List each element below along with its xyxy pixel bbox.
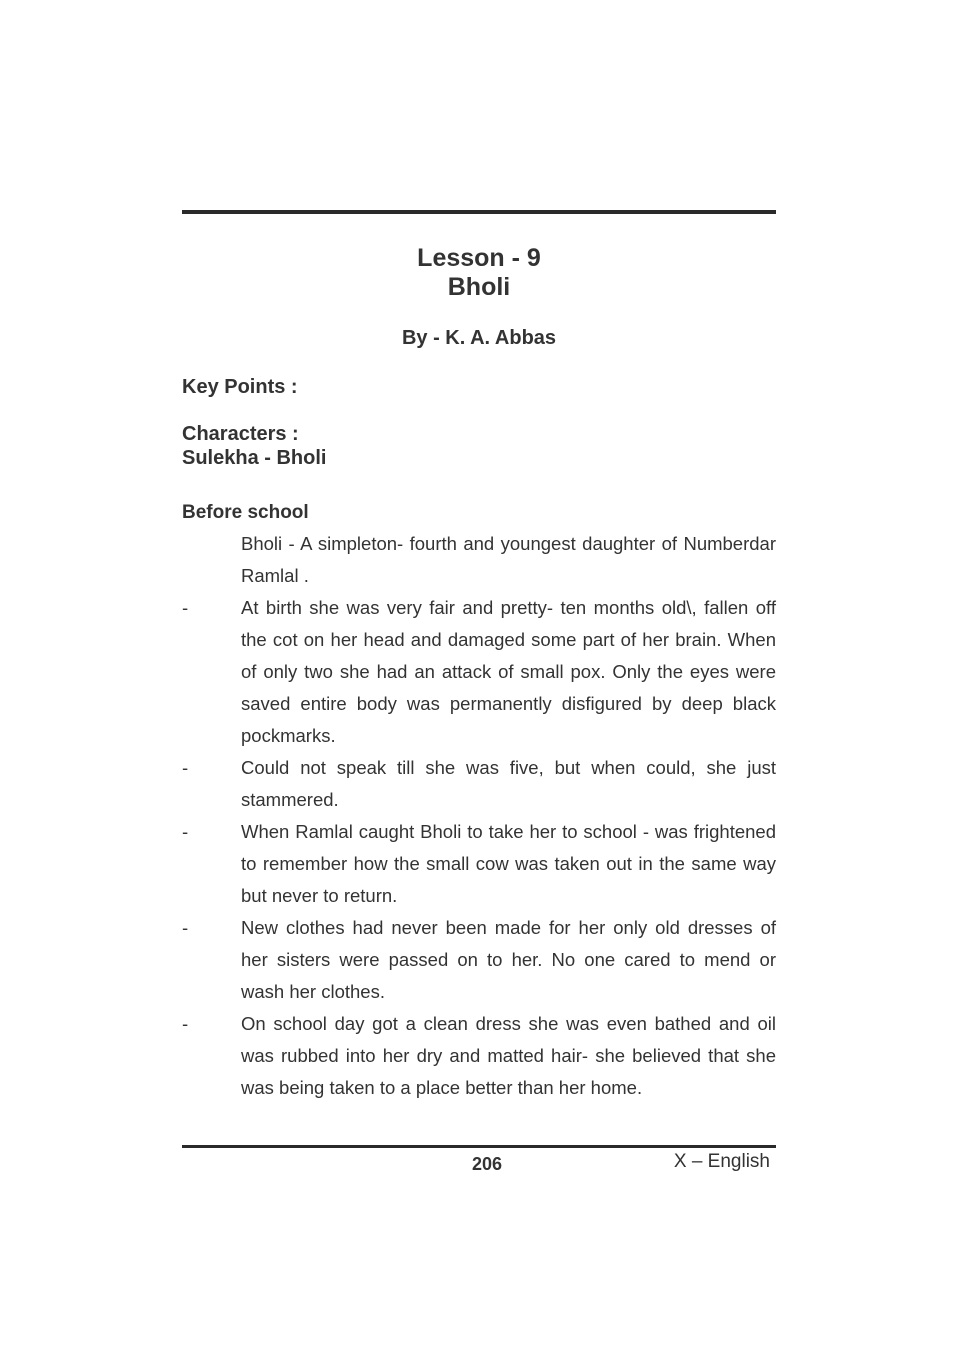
item-text: Could not speak till she was five, but when could, she just stammered.	[241, 757, 776, 810]
item-text: Bholi - A simpleton- fourth and youngest daughter of Numberdar Ramlal .	[241, 533, 776, 586]
bullet-dash: -	[182, 757, 189, 778]
list-item	[182, 752, 776, 816]
item-text: At birth she was very fair and pretty- ten months old\, fallen off the cot on her head and damaged some part of her brain. When of only two she had an attack of small pox. Only the eyes were saved entire body was permanently disfigured by deep black pockmarks.	[241, 597, 776, 746]
top-rule	[182, 210, 776, 214]
bullet-dash: -	[182, 821, 189, 842]
list-item	[182, 816, 776, 912]
characters-block	[182, 422, 776, 470]
section-heading: Before school	[182, 502, 309, 523]
bullet-dash: -	[182, 597, 189, 618]
title-block	[182, 244, 776, 302]
author-line: By - K. A. Abbas	[401, 327, 557, 349]
item-text: On school day got a clean dress she was even bathed and oil was rubbed into her dry and matted hair- she believed that she was being taken to a place better than her home.	[241, 1013, 776, 1098]
lesson-number: Lesson - 9	[417, 244, 541, 272]
lesson-title: Bholi	[447, 273, 511, 301]
list-item	[182, 592, 776, 752]
bullet-dash: -	[182, 917, 189, 938]
characters-heading: Characters :	[182, 423, 299, 445]
item-text: New clothes had never been made for her only old dresses of her sisters were passed on to her. No one cared to mend or wash her clothes.	[241, 917, 776, 1002]
page-content	[182, 210, 776, 1104]
item-text: When Ramlal caught Bholi to take her to school - was frightened to remember how the small cow was taken out in the same way but never to return.	[241, 821, 776, 906]
bullet-dash: -	[182, 1013, 189, 1034]
bottom-rule	[182, 1145, 776, 1148]
point-list	[182, 528, 776, 1104]
page-number: 206	[472, 1154, 503, 1174]
key-points-heading: Key Points :	[182, 376, 298, 398]
page-footer	[182, 1145, 776, 1174]
list-item	[182, 528, 776, 592]
list-item	[182, 1008, 776, 1104]
characters-value: Sulekha - Bholi	[182, 447, 327, 469]
subject-label: X – English	[673, 1151, 770, 1172]
list-item	[182, 912, 776, 1008]
